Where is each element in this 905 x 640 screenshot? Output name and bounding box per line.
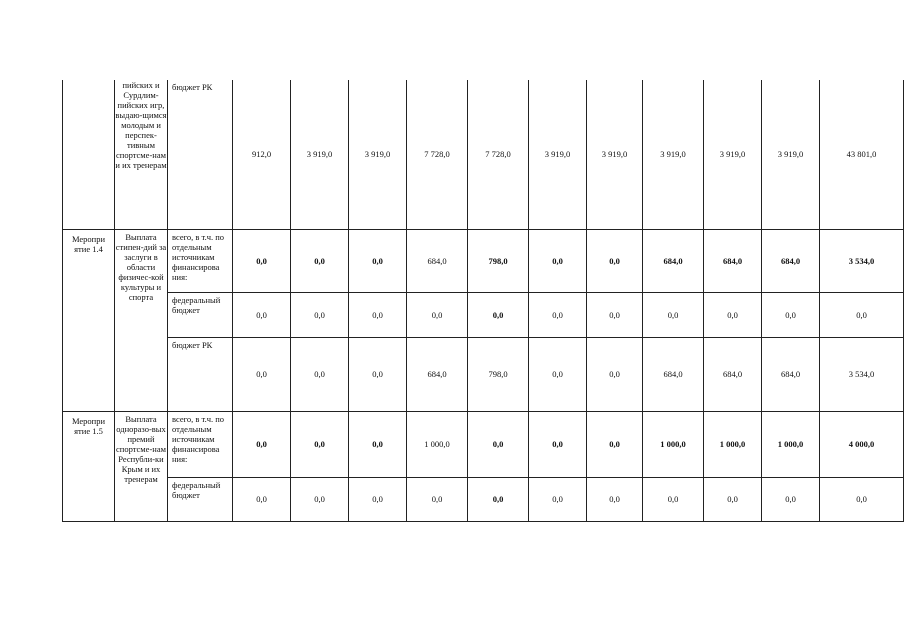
value-cell: 3 919,0 [704,80,762,229]
value-cell: 0,0 [529,477,587,521]
value-cell: 0,0 [529,337,587,411]
value-cell: 0,0 [704,292,762,337]
funding-source-cell: бюджет РК [168,337,233,411]
funding-source-cell: всего, в т.ч. по отдельным источникам финансирова ния: [168,229,233,292]
value-cell: 912,0 [233,80,291,229]
value-cell: 0,0 [233,477,291,521]
value-cell: 0,0 [233,229,291,292]
value-cell: 1 000,0 [643,411,704,477]
funding-source-cell: бюджет РК [168,80,233,229]
value-cell: 684,0 [704,337,762,411]
value-cell: 684,0 [407,337,468,411]
value-cell: 684,0 [704,229,762,292]
value-cell: 0,0 [291,477,349,521]
funding-source-cell: всего, в т.ч. по отдельным источникам финансирова ния: [168,411,233,477]
value-cell: 0,0 [349,477,407,521]
budget-table [62,80,904,522]
table-row [63,477,904,521]
value-cell: 3 919,0 [349,80,407,229]
value-cell: 0,0 [233,292,291,337]
value-cell: 1 000,0 [704,411,762,477]
value-cell: 0,0 [468,477,529,521]
value-cell: 0,0 [820,477,904,521]
value-cell: 0,0 [291,292,349,337]
value-cell: 0,0 [233,411,291,477]
event-name-cell [63,80,115,229]
value-cell: 0,0 [407,477,468,521]
event-description-cell: пийских и Сурдлим-пийских игр, выдаю-щимся молодым и перспек-тивным спортсме-нам и их тренерам [115,80,168,229]
value-cell: 0,0 [349,337,407,411]
table-row [63,292,904,337]
value-cell: 0,0 [291,337,349,411]
value-cell: 3 919,0 [529,80,587,229]
value-cell: 0,0 [349,292,407,337]
table-row [63,411,904,477]
value-cell: 684,0 [762,337,820,411]
value-cell: 0,0 [587,411,643,477]
value-cell: 0,0 [529,411,587,477]
value-cell: 0,0 [349,411,407,477]
value-cell: 3 919,0 [762,80,820,229]
value-cell: 3 919,0 [643,80,704,229]
value-cell: 3 919,0 [291,80,349,229]
value-cell: 1 000,0 [762,411,820,477]
value-cell: 0,0 [407,292,468,337]
event-name-cell: Меропри ятие 1.5 [63,411,115,521]
event-name-cell: Меропри ятие 1.4 [63,229,115,411]
value-cell: 0,0 [529,292,587,337]
table-row [63,80,904,229]
value-cell: 684,0 [407,229,468,292]
value-cell: 798,0 [468,337,529,411]
event-description-cell: Выплата одноразо-вых премий спортсме-нам Республи-ки Крым и их тренерам [115,411,168,521]
value-cell: 0,0 [529,229,587,292]
value-cell: 1 000,0 [407,411,468,477]
table-row [63,337,904,411]
value-cell: 0,0 [468,292,529,337]
value-cell: 7 728,0 [468,80,529,229]
funding-source-cell: федеральный бюджет [168,292,233,337]
value-cell: 0,0 [704,477,762,521]
value-cell: 0,0 [587,477,643,521]
value-cell: 0,0 [233,337,291,411]
value-cell: 0,0 [762,477,820,521]
value-cell: 3 919,0 [587,80,643,229]
value-cell: 0,0 [587,292,643,337]
value-cell: 684,0 [762,229,820,292]
value-cell: 684,0 [643,337,704,411]
value-cell: 0,0 [587,337,643,411]
value-cell: 0,0 [291,229,349,292]
value-cell: 0,0 [820,292,904,337]
value-cell: 3 534,0 [820,229,904,292]
value-cell: 7 728,0 [407,80,468,229]
value-cell: 3 534,0 [820,337,904,411]
value-cell: 0,0 [587,229,643,292]
value-cell: 0,0 [643,477,704,521]
value-cell: 798,0 [468,229,529,292]
event-description-cell: Выплата стипен-дий за заслуги в области физичес-кой культуры и спорта [115,229,168,411]
value-cell: 4 000,0 [820,411,904,477]
value-cell: 0,0 [468,411,529,477]
value-cell: 0,0 [643,292,704,337]
value-cell: 0,0 [762,292,820,337]
funding-source-cell: федеральный бюджет [168,477,233,521]
value-cell: 0,0 [291,411,349,477]
table-row [63,229,904,292]
value-cell: 43 801,0 [820,80,904,229]
value-cell: 0,0 [349,229,407,292]
value-cell: 684,0 [643,229,704,292]
